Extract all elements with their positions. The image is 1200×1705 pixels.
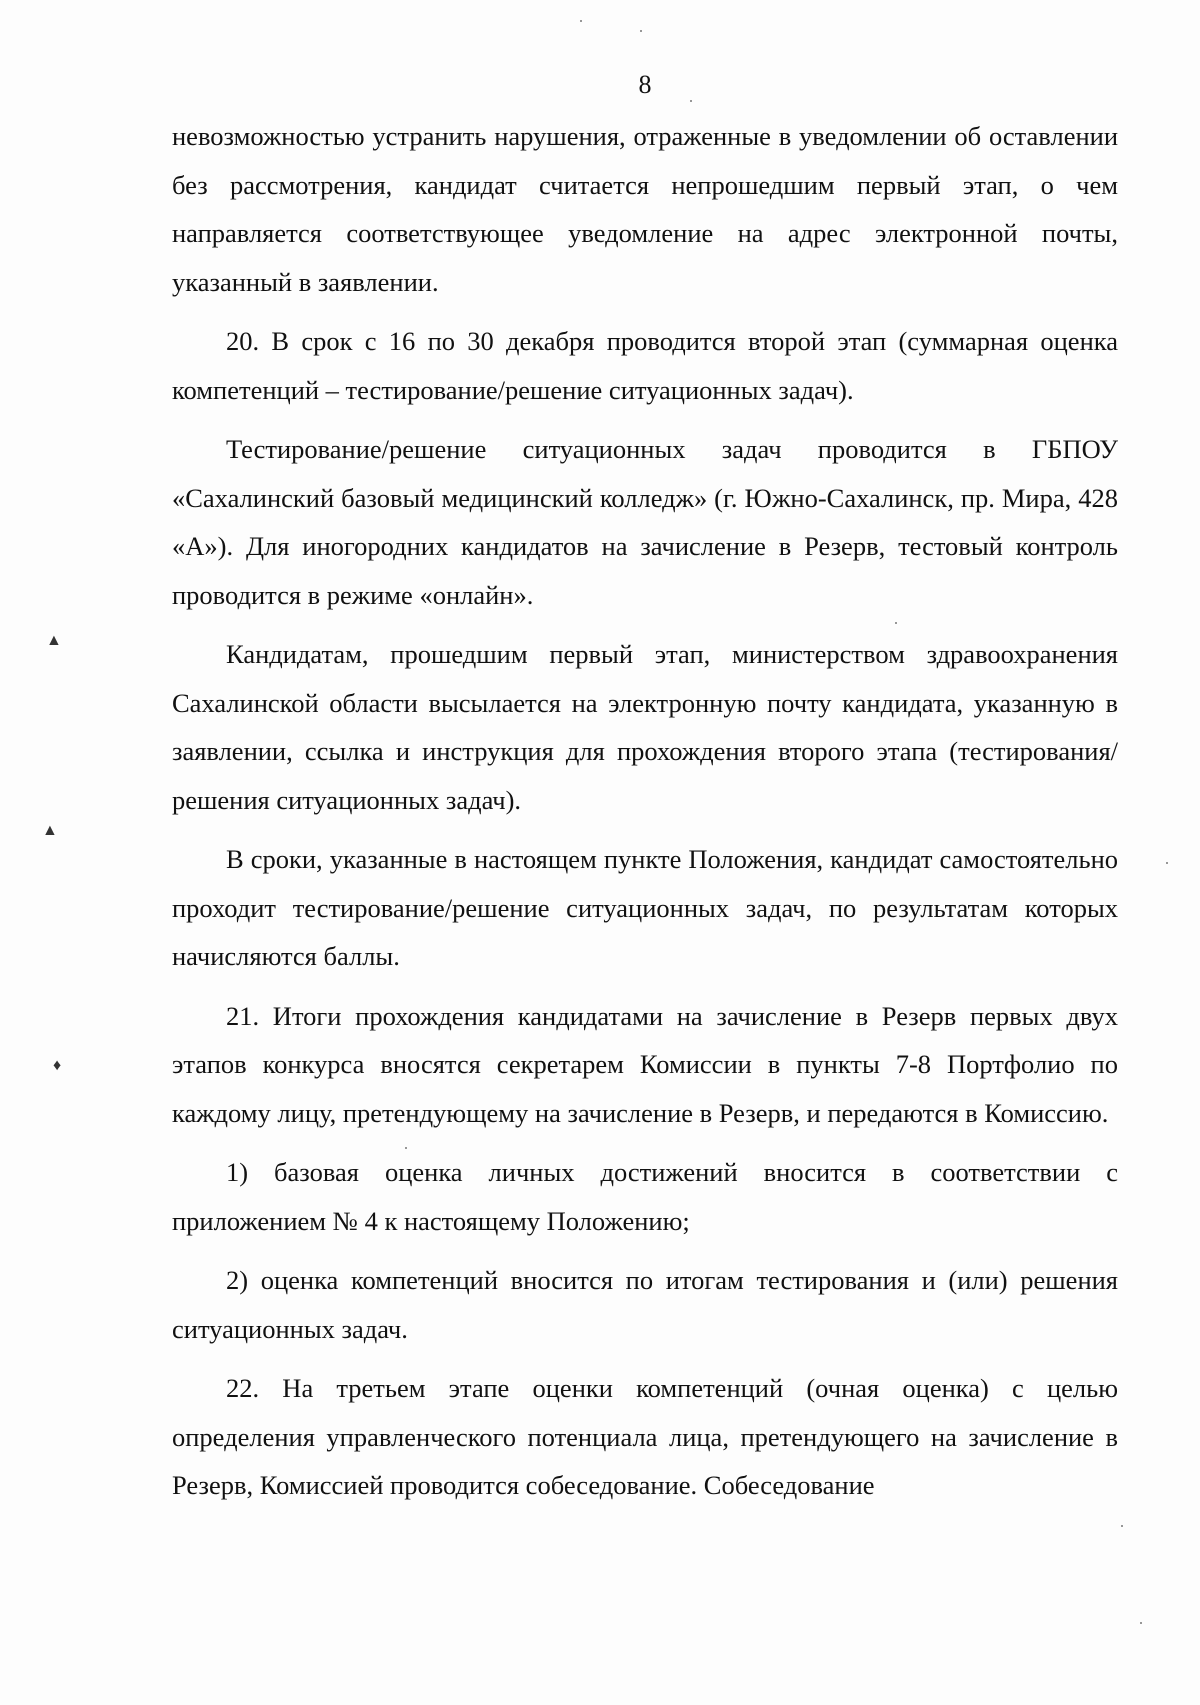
paragraph-item-20: 20. В срок с 16 по 30 декабря проводится второй этап (суммарная оценка компетенций – тестирование/решение ситуационных задач). bbox=[172, 326, 1118, 405]
scan-dot bbox=[690, 100, 692, 102]
paragraph-continuation: невозможностью устранить нарушения, отраженные в уведомлении об оставлении без рассмотрения, кандидат считается непрошедшим первый этап, о чем направляется соответствующее уведомление на адрес электронной почты, указанный в заявлении. bbox=[172, 121, 1118, 297]
scan-dot bbox=[1166, 862, 1168, 864]
page-number: 8 bbox=[638, 70, 652, 99]
paragraph-item-21: 21. Итоги прохождения кандидатами на зачисление в Резерв первых двух этапов конкурса вносятся секретарем Комиссии в пункты 7-8 Портфолио по каждому лицу, претендующему на зачисление в Резерв, и передаются в Комиссию. bbox=[172, 1000, 1118, 1128]
paragraph-deadlines: В сроки, указанные в настоящем пункте Положения, кандидат самостоятельно проходит тестирование/решение ситуационных задач, по результатам которых начисляются баллы. bbox=[172, 844, 1118, 971]
scan-mark: ♦ bbox=[53, 1057, 62, 1074]
paragraph-candidates-email: Кандидатам, прошедшим первый этап, министерством здравоохранения Сахалинской области высылается на электронную почту кандидата, указанную в заявлении, ссылка и инструкция для прохождения второго этапа (тестирования/ решения ситуационных задач). bbox=[172, 639, 1118, 815]
scan-mark: ▲ bbox=[42, 822, 58, 839]
scan-dot bbox=[580, 20, 582, 22]
paragraph-item-22: 22. На третьем этапе оценки компетенций (очная оценка) с целью определения управленческого потенциала лица, претендующего на зачисление в Резерв, Комиссией проводится собеседование. Собеседование bbox=[172, 1373, 1118, 1500]
document-body bbox=[172, 112, 1118, 1521]
paragraph-testing-location: Тестирование/решение ситуационных задач проводится в ГБПОУ «Сахалинский базовый медицинский колледж» (г. Южно-Сахалинск, пр. Мира, 428 «А»). Для иногородних кандидатов на зачисление в Резерв, тестовый контроль проводится в режиме «онлайн». bbox=[172, 434, 1118, 610]
scan-dot bbox=[405, 1147, 407, 1149]
scan-dot bbox=[640, 30, 642, 32]
paragraph-subitem-1: 1) базовая оценка личных достижений вносится в соответствии с приложением № 4 к настоящему Положению; bbox=[172, 1157, 1118, 1236]
scan-dot bbox=[1140, 1622, 1142, 1624]
scan-mark: ▲ bbox=[46, 632, 62, 649]
scan-dot bbox=[1121, 1525, 1123, 1527]
paragraph-subitem-2: 2) оценка компетенций вносится по итогам тестирования и (или) решения ситуационных задач. bbox=[172, 1265, 1118, 1344]
scan-dot bbox=[895, 622, 897, 624]
